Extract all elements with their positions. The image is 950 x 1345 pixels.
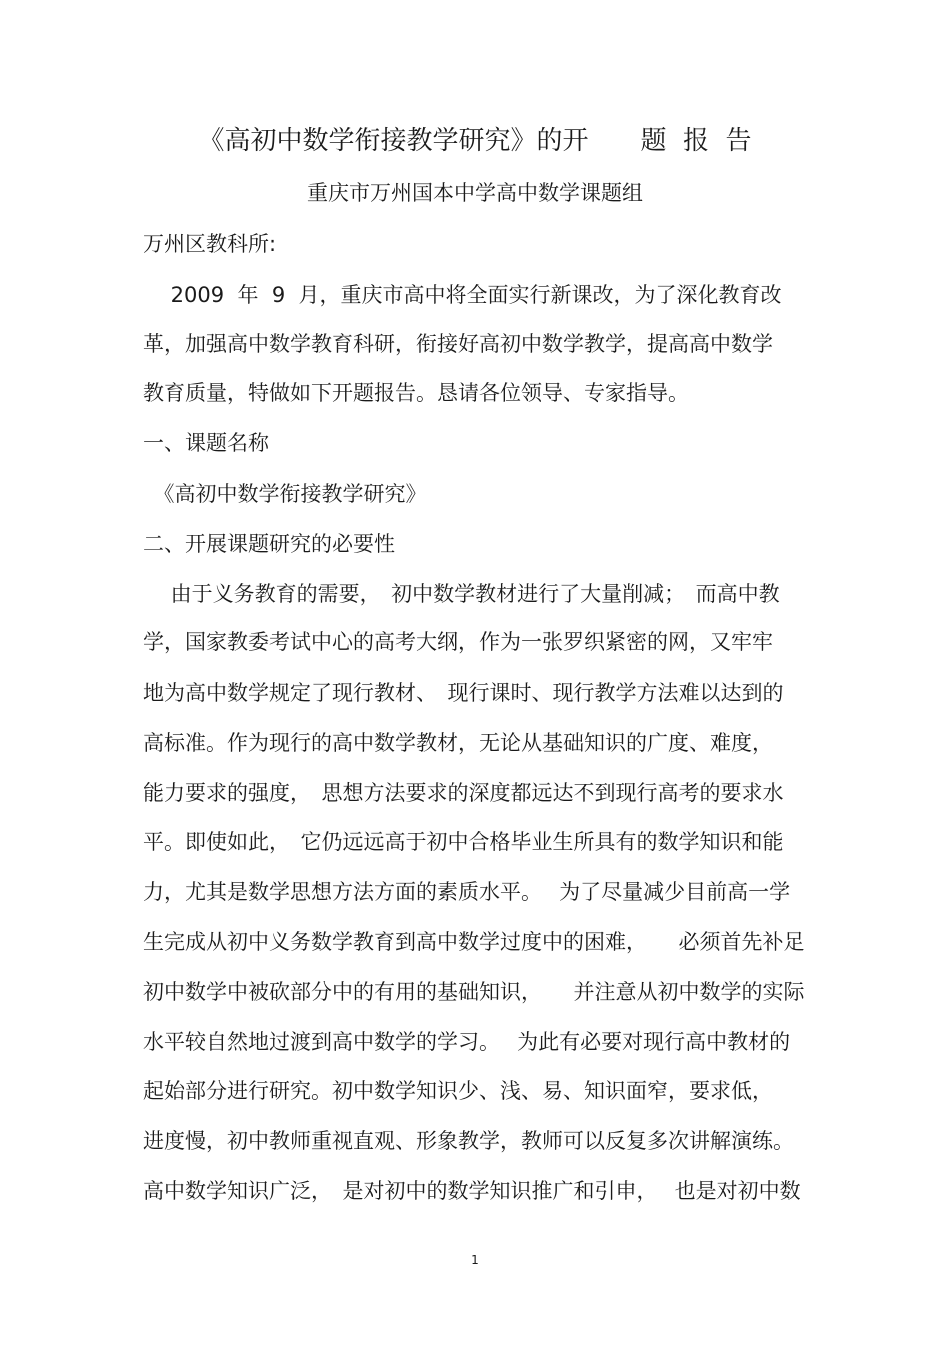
section-heading: 二、开展课题研究的必要性 — [143, 532, 395, 556]
paragraph-line: 平。即使如此， 它仍远远高于初中合格毕业生所具有的数学知识和能 — [143, 830, 784, 854]
page-number: 1 — [471, 1253, 479, 1267]
document-subtitle: 重庆市万州国本中学高中数学课题组 — [307, 181, 643, 205]
paragraph-line: 高中数学知识广泛， 是对初中的数学知识推广和引申， 也是对初中数 — [143, 1179, 801, 1203]
section-heading: 一、课题名称 — [143, 431, 269, 455]
paragraph-line: 力，尤其是数学思想方法方面的素质水平。 为了尽量减少目前高一学 — [143, 880, 791, 904]
paragraph-line: 学，国家教委考试中心的高考大纲，作为一张罗织紧密的网，又牢牢 — [143, 630, 773, 654]
paragraph-line: 起始部分进行研究。初中数学知识少、浅、易、知识面窄，要求低， — [143, 1079, 773, 1103]
paragraph-line: 能力要求的强度， 思想方法要求的深度都远达不到现行高考的要求水 — [143, 781, 784, 805]
paragraph-line: 革，加强高中数学教育科研，衔接好高初中数学教学，提高高中数学 — [143, 332, 773, 356]
addressee-line: 万州区教科所: — [143, 232, 277, 256]
paragraph-line: 地为高中数学规定了现行教材、 现行课时、现行教学方法难以达到的 — [143, 681, 784, 705]
paragraph-line: 初中数学中被砍部分中的有用的基础知识， 并注意从初中数学的实际 — [143, 980, 805, 1004]
paragraph-line: 《高初中数学衔接教学研究》 — [143, 482, 427, 506]
paragraph-line: 教育质量，特做如下开题报告。恳请各位领导、专家指导。 — [143, 381, 689, 405]
paragraph-line: 2009 年 9 月，重庆市高中将全面实行新课改，为了深化教育改 — [143, 283, 782, 307]
paragraph-line: 由于义务教育的需要， 初中数学教材进行了大量削减； 而高中教 — [143, 582, 780, 606]
paragraph-line: 生完成从初中义务数学教育到高中数学过度中的困难， 必须首先补足 — [143, 930, 805, 954]
paragraph-line: 进度慢，初中教师重视直观、形象教学，教师可以反复多次讲解演练。 — [143, 1129, 794, 1153]
document-title: 《高初中数学衔接教学研究》的开 题 报 告 — [198, 126, 752, 156]
paragraph-line: 高标准。作为现行的高中数学教材，无论从基础知识的广度、难度， — [143, 731, 773, 755]
paragraph-line: 水平较自然地过渡到高中数学的学习。 为此有必要对现行高中教材的 — [143, 1030, 791, 1054]
